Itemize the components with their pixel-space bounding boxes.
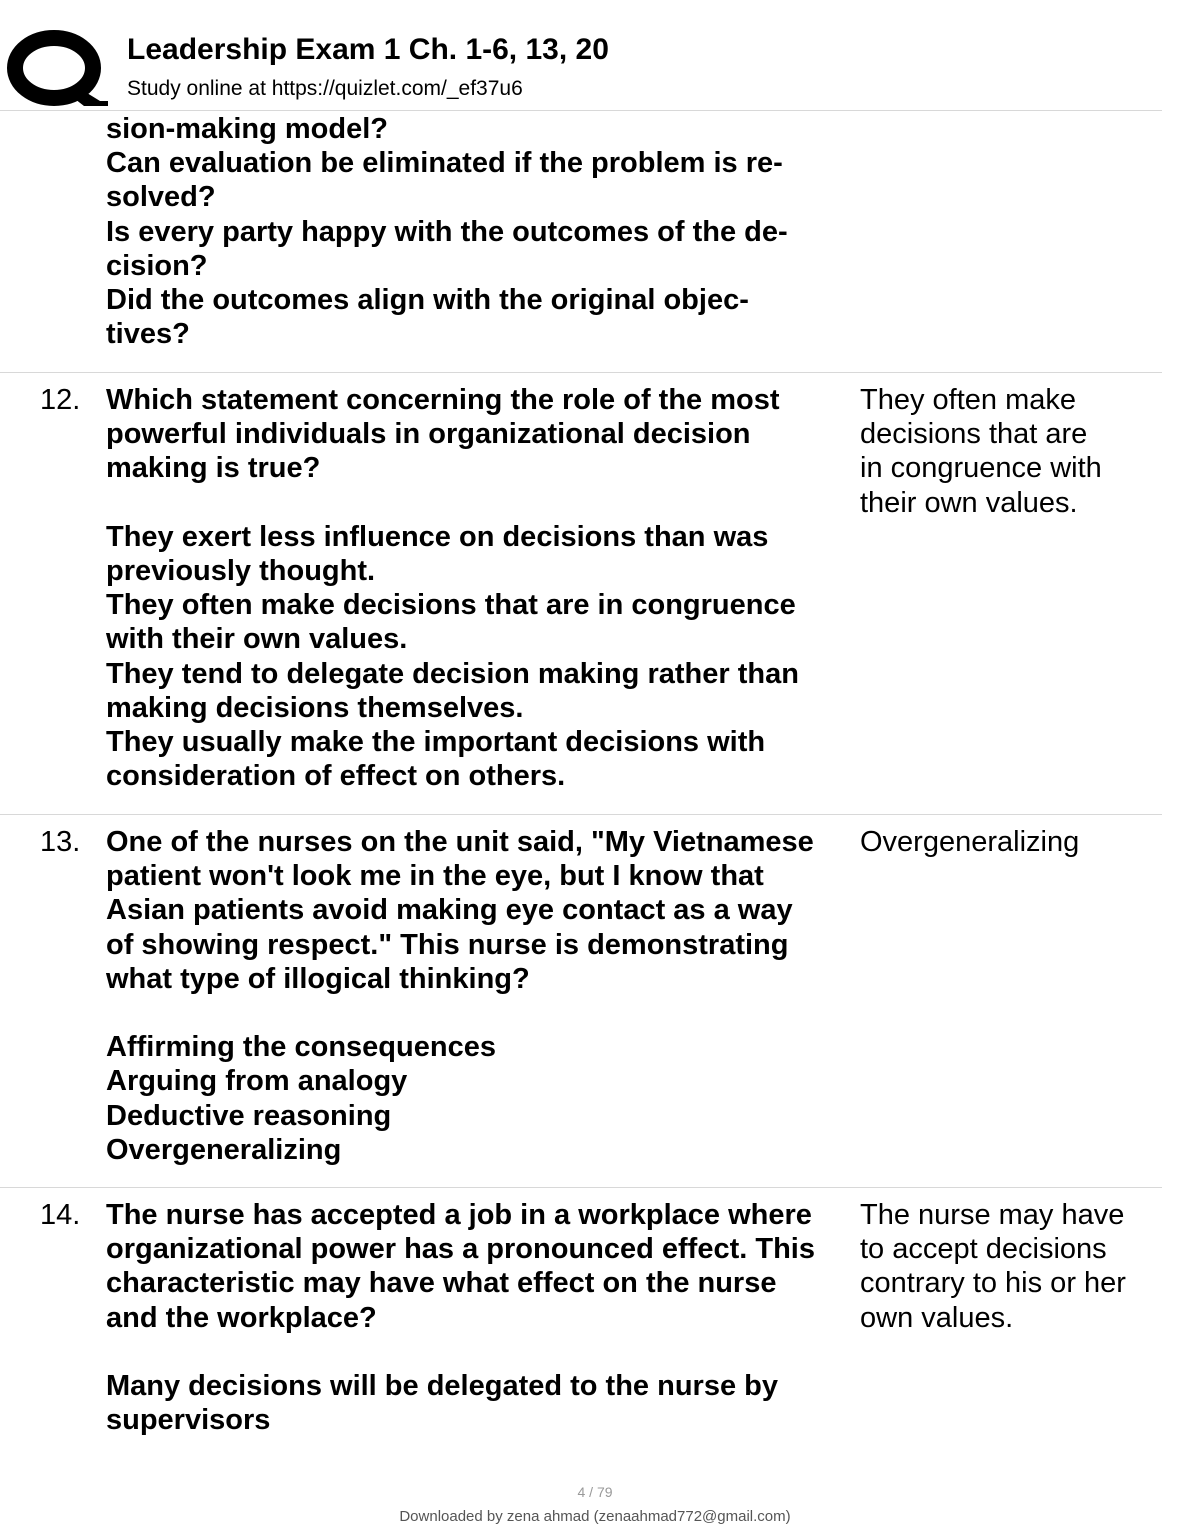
question-text — [106, 825, 866, 1167]
page-header — [0, 0, 1190, 112]
option-line: They usually make the important decisions with — [106, 726, 766, 759]
answer-text — [860, 383, 1180, 520]
question-line: making is true? — [106, 452, 321, 485]
text-line: sion-making model? — [106, 113, 388, 145]
row-divider — [0, 372, 1162, 373]
question-line: and the workplace? — [106, 1301, 377, 1334]
quizlet-q-logo-icon — [4, 30, 108, 106]
answer-line: their own values. — [860, 486, 1078, 519]
option-line: previously thought. — [106, 555, 376, 587]
answer-line: to accept decisions — [860, 1233, 1107, 1266]
row-divider — [0, 814, 1162, 815]
answer-line: Overgeneralizing — [860, 826, 1080, 858]
option-line: Arguing from analogy — [106, 1065, 408, 1098]
download-notice: Downloaded by zena ahmad (zenaahmad772@gmail.com) — [399, 1508, 791, 1525]
question-text — [106, 383, 866, 793]
question-line: The nurse has accepted a job in a workplace where — [106, 1199, 812, 1231]
question-line: patient won't look me in the eye, but I know that — [106, 860, 764, 893]
option-line: with their own values. — [106, 623, 408, 656]
question-line: Which statement concerning the role of the most — [106, 384, 780, 416]
option-line: They exert less influence on decisions than was — [106, 520, 769, 553]
option-line: consideration of effect on others. — [106, 760, 566, 793]
question-line: of showing respect." This nurse is demonstrating — [106, 928, 789, 961]
question-line: Asian patients avoid making eye contact as a way — [106, 894, 793, 927]
option-line: Overgeneralizing — [106, 1133, 342, 1166]
answer-text — [860, 1198, 1180, 1335]
text-line: solved? — [106, 181, 216, 214]
option-line: They tend to delegate decision making rather than — [106, 657, 799, 690]
option-line: making decisions themselves. — [106, 691, 524, 724]
card-number: 12. — [40, 384, 81, 416]
study-online-link[interactable]: Study online at https://quizlet.com/_ef37u6 — [127, 77, 523, 100]
question-line: characteristic may have what effect on the nurse — [106, 1267, 777, 1300]
card-number: 14. — [40, 1199, 81, 1231]
question-line: powerful individuals in organizational decision — [106, 418, 751, 451]
answer-line: They often make — [860, 384, 1076, 416]
answer-line: The nurse may have — [860, 1199, 1125, 1231]
option-line: supervisors — [106, 1404, 271, 1437]
row-divider — [0, 1187, 1162, 1188]
question-text — [106, 1198, 866, 1437]
text-line: Did the outcomes align with the original objec- — [106, 284, 749, 317]
answer-line: own values. — [860, 1301, 1014, 1334]
document-title: Leadership Exam 1 Ch. 1-6, 13, 20 — [127, 33, 609, 66]
continued-question-text — [106, 112, 866, 351]
answer-line: in congruence with — [860, 452, 1102, 485]
option-line: Deductive reasoning — [106, 1099, 392, 1132]
option-line: They often make decisions that are in congruence — [106, 589, 796, 622]
answer-line: contrary to his or her — [860, 1267, 1126, 1300]
option-line: Many decisions will be delegated to the nurse by — [106, 1370, 778, 1402]
question-line: One of the nurses on the unit said, "My Vietnamese — [106, 826, 814, 858]
answer-text — [860, 825, 1180, 859]
option-line: Affirming the consequences — [106, 1031, 496, 1064]
question-line: organizational power has a pronounced effect. This — [106, 1233, 815, 1266]
text-line: cision? — [106, 249, 208, 282]
question-line: what type of illogical thinking? — [106, 962, 530, 995]
page-number: 4 / 79 — [577, 1484, 613, 1500]
card-number: 13. — [40, 826, 81, 858]
header-divider — [0, 110, 1162, 111]
text-line: tives? — [106, 318, 190, 351]
text-line: Can evaluation be eliminated if the problem is re- — [106, 147, 783, 180]
answer-line: decisions that are — [860, 418, 1088, 451]
text-line: Is every party happy with the outcomes of the de- — [106, 215, 788, 248]
